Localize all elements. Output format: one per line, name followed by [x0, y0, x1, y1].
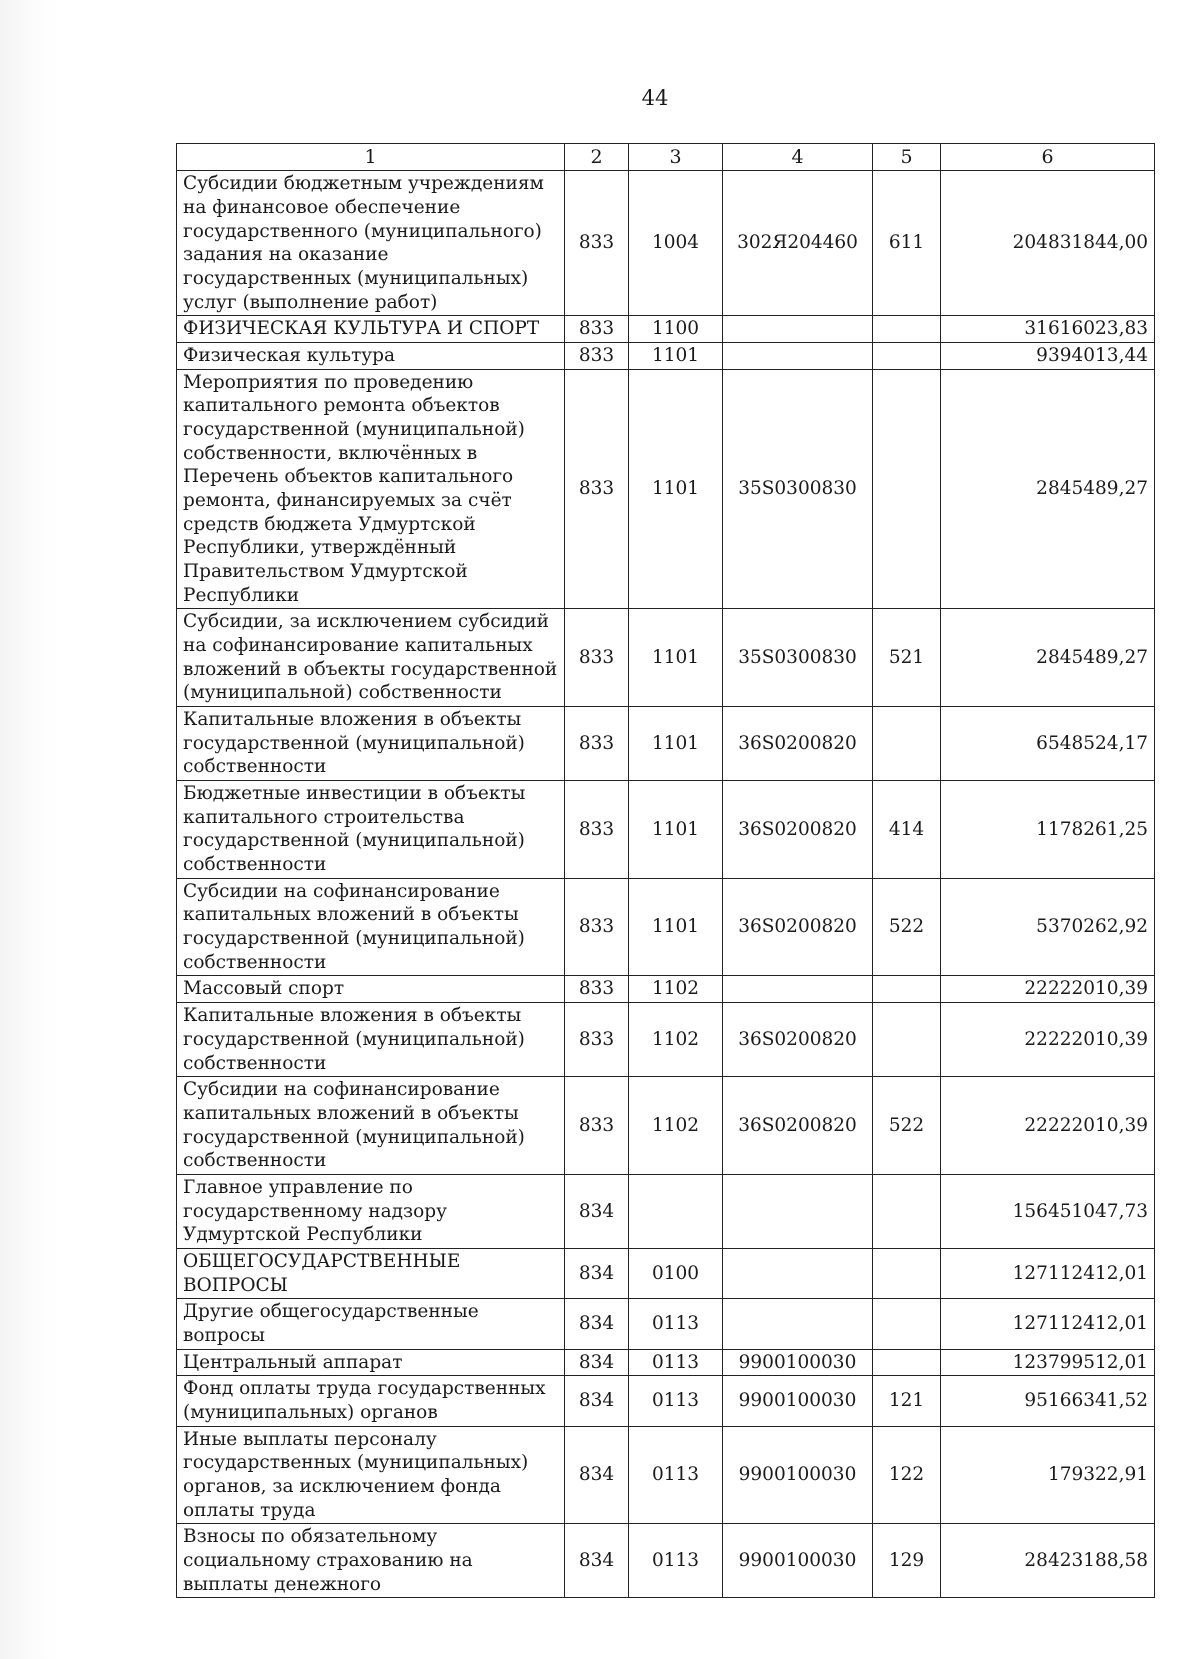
row-amount-cell: 127112412,01 — [941, 1248, 1155, 1298]
row-expense-type-cell — [873, 1174, 941, 1248]
row-target-article-cell: 36S0200820 — [723, 1077, 873, 1175]
row-expense-type-cell: 121 — [873, 1376, 941, 1426]
row-expense-type-cell: 522 — [873, 878, 941, 976]
row-section-cell: 1102 — [629, 1003, 723, 1077]
row-target-article-cell — [723, 1299, 873, 1349]
table-row — [177, 1376, 1155, 1426]
row-section-cell: 1101 — [629, 707, 723, 781]
row-target-article-cell: 35S0300830 — [723, 369, 873, 609]
header-col-3: 3 — [629, 144, 723, 171]
row-ved-cell: 833 — [565, 1003, 629, 1077]
row-amount-cell: 5370262,92 — [941, 878, 1155, 976]
row-amount-cell: 22222010,39 — [941, 1077, 1155, 1175]
row-target-article-cell: 36S0200820 — [723, 781, 873, 879]
row-name-cell: Капитальные вложения в объекты государственной (муниципальной) собственности — [177, 1003, 565, 1077]
table-row — [177, 369, 1155, 609]
row-section-cell: 1102 — [629, 976, 723, 1003]
row-target-article-cell: 35S0300830 — [723, 609, 873, 707]
row-amount-cell: 95166341,52 — [941, 1376, 1155, 1426]
row-name-cell: ФИЗИЧЕСКАЯ КУЛЬТУРА И СПОРТ — [177, 316, 565, 343]
row-ved-cell: 834 — [565, 1426, 629, 1524]
row-section-cell: 0113 — [629, 1376, 723, 1426]
row-ved-cell: 833 — [565, 707, 629, 781]
row-target-article-cell: 36S0200820 — [723, 878, 873, 976]
row-section-cell: 0100 — [629, 1248, 723, 1298]
row-amount-cell: 123799512,01 — [941, 1349, 1155, 1376]
row-amount-cell: 31616023,83 — [941, 316, 1155, 343]
row-ved-cell: 834 — [565, 1174, 629, 1248]
row-amount-cell: 156451047,73 — [941, 1174, 1155, 1248]
row-name-cell: Субсидии, за исключением субсидий на софинансирование капитальных вложений в объекты государственной (муниципальной) собственности — [177, 609, 565, 707]
row-section-cell: 1101 — [629, 609, 723, 707]
row-target-article-cell — [723, 976, 873, 1003]
row-expense-type-cell — [873, 1003, 941, 1077]
table-header-row — [177, 144, 1155, 171]
row-ved-cell: 834 — [565, 1349, 629, 1376]
row-expense-type-cell — [873, 343, 941, 370]
budget-table — [176, 143, 1155, 1598]
row-ved-cell: 833 — [565, 976, 629, 1003]
row-section-cell: 0113 — [629, 1299, 723, 1349]
table-row — [177, 1003, 1155, 1077]
row-name-cell: Мероприятия по проведению капитального ремонта объектов государственной (муниципальной) собственности, включённых в Перечень объектов капитального ремонта, финансируемых за счёт средств бюджета Удмуртской Республики, утверждённый Правительством Удмуртской Республики — [177, 369, 565, 609]
row-name-cell: Фонд оплаты труда государственных (муниципальных) органов — [177, 1376, 565, 1426]
row-name-cell: Субсидии на софинансирование капитальных вложений в объекты государственной (муниципальной) собственности — [177, 878, 565, 976]
row-section-cell: 1101 — [629, 343, 723, 370]
row-name-cell: Субсидии на софинансирование капитальных вложений в объекты государственной (муниципальной) собственности — [177, 1077, 565, 1175]
row-section-cell: 0113 — [629, 1524, 723, 1598]
row-ved-cell: 833 — [565, 343, 629, 370]
row-name-cell: Капитальные вложения в объекты государственной (муниципальной) собственности — [177, 707, 565, 781]
row-ved-cell: 834 — [565, 1524, 629, 1598]
row-ved-cell: 833 — [565, 1077, 629, 1175]
row-name-cell: Бюджетные инвестиции в объекты капитального строительства государственной (муниципальной) собственности — [177, 781, 565, 879]
table-row — [177, 1174, 1155, 1248]
header-col-2: 2 — [565, 144, 629, 171]
row-expense-type-cell: 611 — [873, 171, 941, 316]
row-name-cell: Массовый спорт — [177, 976, 565, 1003]
row-amount-cell: 127112412,01 — [941, 1299, 1155, 1349]
table-row — [177, 1524, 1155, 1598]
row-target-article-cell — [723, 1248, 873, 1298]
header-col-4: 4 — [723, 144, 873, 171]
table-row — [177, 1299, 1155, 1349]
table-row — [177, 1349, 1155, 1376]
row-name-cell: Иные выплаты персоналу государственных (муниципальных) органов, за исключением фонда оплаты труда — [177, 1426, 565, 1524]
row-ved-cell: 833 — [565, 781, 629, 879]
row-amount-cell: 22222010,39 — [941, 976, 1155, 1003]
row-target-article-cell — [723, 343, 873, 370]
header-col-6: 6 — [941, 144, 1155, 171]
row-target-article-cell: 36S0200820 — [723, 1003, 873, 1077]
row-ved-cell: 833 — [565, 878, 629, 976]
row-name-cell: Центральный аппарат — [177, 1349, 565, 1376]
table-row — [177, 609, 1155, 707]
row-section-cell: 1102 — [629, 1077, 723, 1175]
row-ved-cell: 834 — [565, 1248, 629, 1298]
row-target-article-cell: 9900100030 — [723, 1349, 873, 1376]
row-name-cell: Другие общегосударственные вопросы — [177, 1299, 565, 1349]
table-row — [177, 707, 1155, 781]
row-ved-cell: 833 — [565, 171, 629, 316]
row-name-cell: Взносы по обязательному социальному страхованию на выплаты денежного — [177, 1524, 565, 1598]
row-expense-type-cell — [873, 976, 941, 1003]
row-ved-cell: 833 — [565, 316, 629, 343]
row-section-cell: 1101 — [629, 369, 723, 609]
row-expense-type-cell — [873, 369, 941, 609]
table-row — [177, 1077, 1155, 1175]
row-amount-cell: 28423188,58 — [941, 1524, 1155, 1598]
row-expense-type-cell — [873, 1349, 941, 1376]
row-name-cell: Субсидии бюджетным учреждениям на финансовое обеспечение государственного (муниципального) задания на оказание государственных (муниципальных) услуг (выполнение работ) — [177, 171, 565, 316]
row-target-article-cell — [723, 1174, 873, 1248]
row-name-cell: ОБЩЕГОСУДАРСТВЕННЫЕ ВОПРОСЫ — [177, 1248, 565, 1298]
row-amount-cell: 179322,91 — [941, 1426, 1155, 1524]
header-col-1: 1 — [177, 144, 565, 171]
row-target-article-cell: 9900100030 — [723, 1524, 873, 1598]
row-section-cell: 1101 — [629, 781, 723, 879]
page-number: 44 — [641, 86, 669, 110]
scan-edge-shading — [0, 0, 60, 1659]
row-amount-cell: 1178261,25 — [941, 781, 1155, 879]
row-ved-cell: 834 — [565, 1376, 629, 1426]
table-row — [177, 781, 1155, 879]
row-target-article-cell: 9900100030 — [723, 1426, 873, 1524]
row-expense-type-cell: 122 — [873, 1426, 941, 1524]
row-target-article-cell — [723, 316, 873, 343]
row-section-cell: 1100 — [629, 316, 723, 343]
row-amount-cell: 204831844,00 — [941, 171, 1155, 316]
row-target-article-cell: 36S0200820 — [723, 707, 873, 781]
row-ved-cell: 833 — [565, 369, 629, 609]
row-name-cell: Физическая культура — [177, 343, 565, 370]
row-target-article-cell: 302Я204460 — [723, 171, 873, 316]
row-target-article-cell: 9900100030 — [723, 1376, 873, 1426]
row-expense-type-cell: 129 — [873, 1524, 941, 1598]
row-section-cell: 0113 — [629, 1349, 723, 1376]
table-row — [177, 171, 1155, 316]
row-expense-type-cell — [873, 316, 941, 343]
header-col-5: 5 — [873, 144, 941, 171]
row-section-cell: 0113 — [629, 1426, 723, 1524]
table-row — [177, 976, 1155, 1003]
row-ved-cell: 833 — [565, 609, 629, 707]
table-row — [177, 1248, 1155, 1298]
row-amount-cell: 22222010,39 — [941, 1003, 1155, 1077]
row-expense-type-cell — [873, 707, 941, 781]
row-amount-cell: 2845489,27 — [941, 369, 1155, 609]
row-ved-cell: 834 — [565, 1299, 629, 1349]
row-amount-cell: 2845489,27 — [941, 609, 1155, 707]
table-row — [177, 316, 1155, 343]
row-name-cell: Главное управление по государственному надзору Удмуртской Республики — [177, 1174, 565, 1248]
table-row — [177, 343, 1155, 370]
row-amount-cell: 6548524,17 — [941, 707, 1155, 781]
row-section-cell — [629, 1174, 723, 1248]
table-row — [177, 1426, 1155, 1524]
row-section-cell: 1004 — [629, 171, 723, 316]
row-amount-cell: 9394013,44 — [941, 343, 1155, 370]
row-expense-type-cell — [873, 1299, 941, 1349]
row-section-cell: 1101 — [629, 878, 723, 976]
row-expense-type-cell: 414 — [873, 781, 941, 879]
row-expense-type-cell — [873, 1248, 941, 1298]
row-expense-type-cell: 521 — [873, 609, 941, 707]
table-row — [177, 878, 1155, 976]
row-expense-type-cell: 522 — [873, 1077, 941, 1175]
